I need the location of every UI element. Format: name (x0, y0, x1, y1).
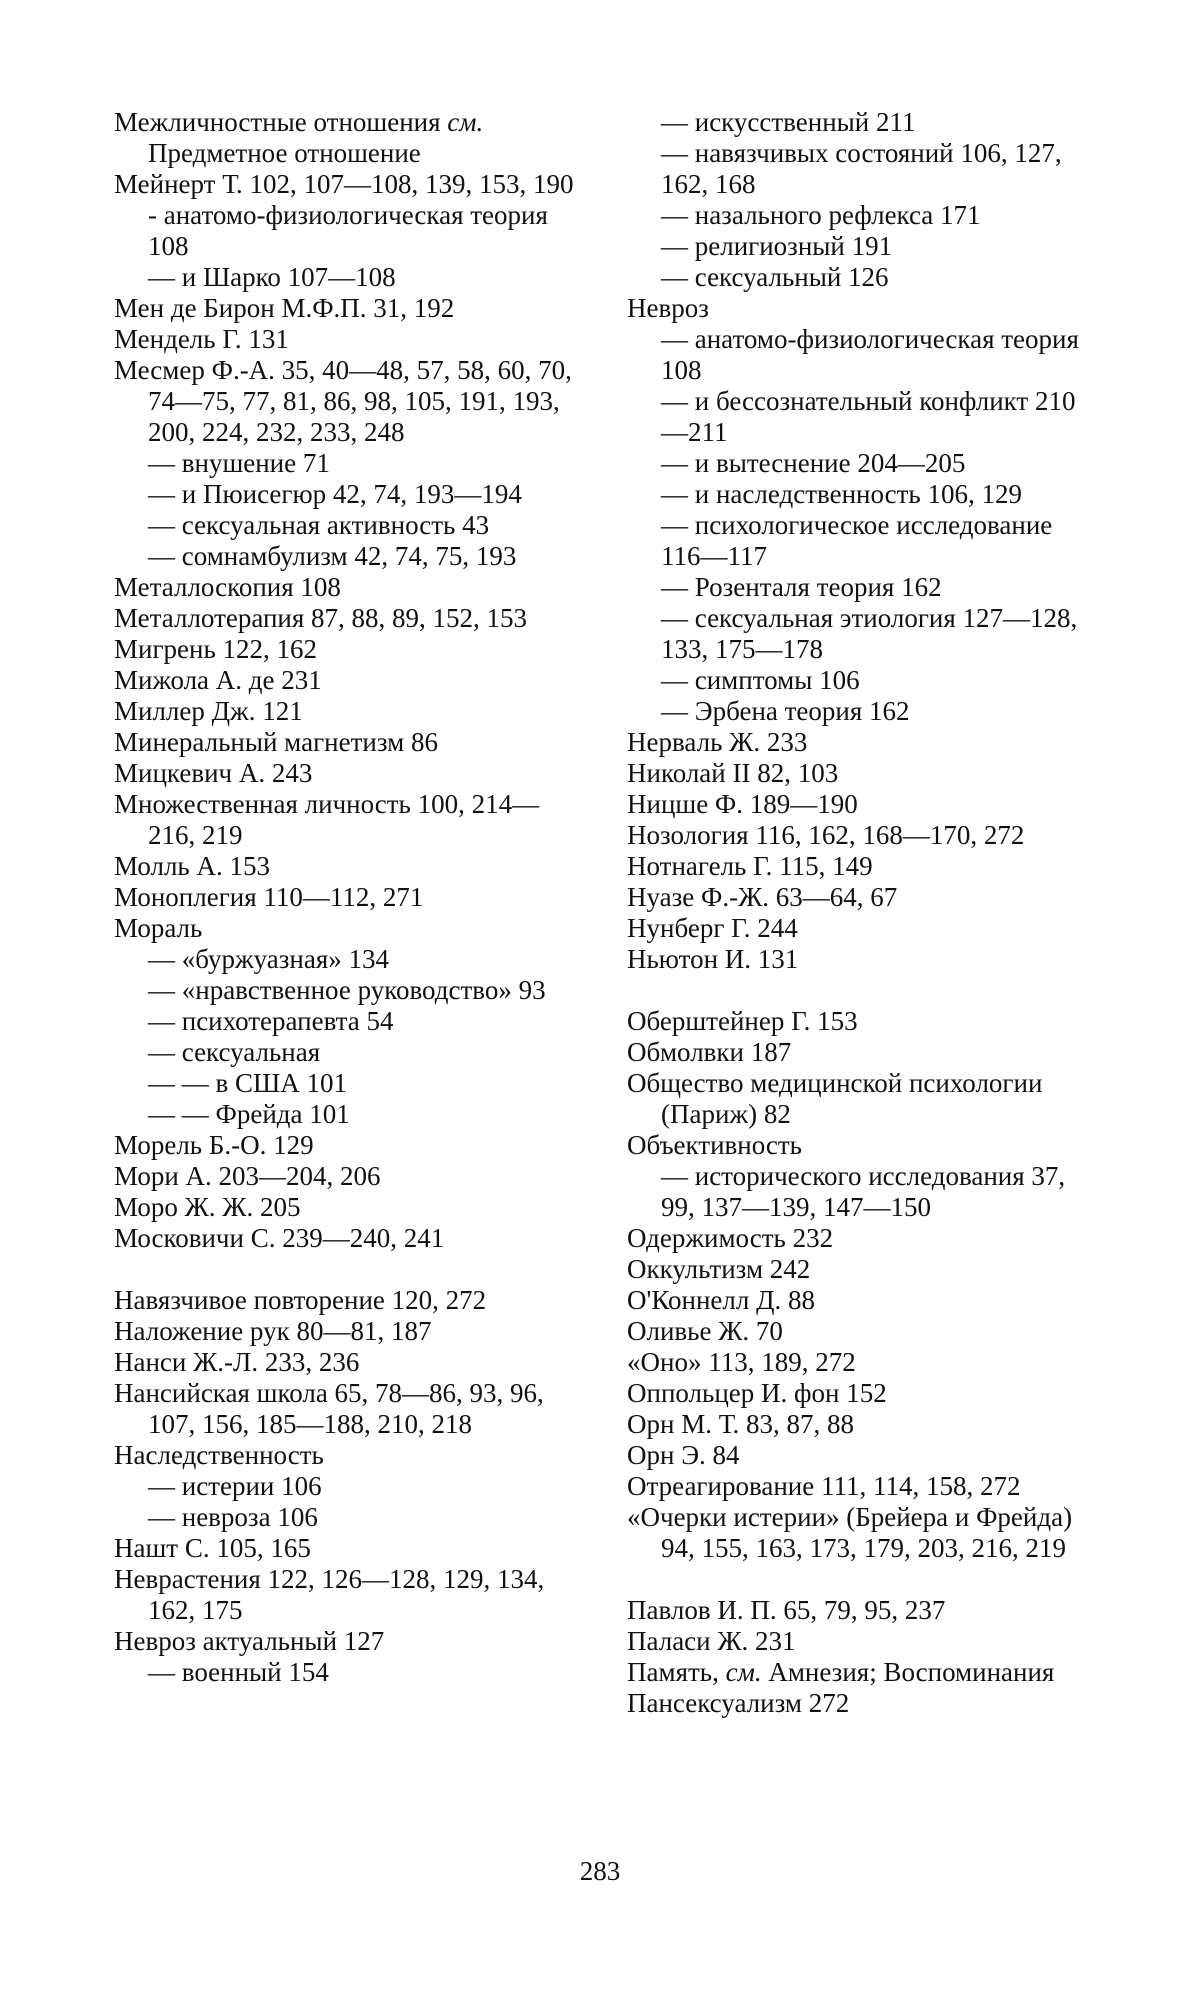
index-entry: Отреагирование 111, 114, 158, 272 (627, 1471, 1089, 1502)
index-entry: Неврастения 122, 126—128, 129, 134, 162, 175 (114, 1564, 580, 1626)
see-reference: см. (447, 107, 483, 137)
index-entry: Невроз (627, 293, 1089, 324)
index-subentry: — и вытеснение 204—205 (627, 448, 1089, 479)
index-subentry: — — в США 101 (114, 1068, 580, 1099)
index-entry: Нунберг Г. 244 (627, 913, 1089, 944)
index-entry: Московичи С. 239—240, 241 (114, 1223, 580, 1254)
index-subentry: — и Шарко 107—108 (114, 262, 580, 293)
index-entry: Оккультизм 242 (627, 1254, 1089, 1285)
index-subentry: — искусственный 211 (627, 107, 1089, 138)
index-entry: О'Коннелл Д. 88 (627, 1285, 1089, 1316)
index-subentry: — «буржуазная» 134 (114, 944, 580, 975)
index-subentry: — симптомы 106 (627, 665, 1089, 696)
section-gap (627, 975, 1089, 1006)
entry-reference-target: Предметное отношение (148, 138, 421, 168)
index-entry: Мейнерт Т. 102, 107—108, 139, 153, 190 (114, 169, 580, 200)
index-entry: Оберштейнер Г. 153 (627, 1006, 1089, 1037)
index-subentry: — сексуальная этиология 127—128, 133, 175—178 (627, 603, 1089, 665)
index-entry: Оливье Ж. 70 (627, 1316, 1089, 1347)
section-gap (114, 1254, 580, 1285)
index-column-right (627, 107, 1089, 1719)
index-subentry: — и Пюисегюр 42, 74, 193—194 (114, 479, 580, 510)
index-subentry: — истерии 106 (114, 1471, 580, 1502)
index-entry: Орн Э. 84 (627, 1440, 1089, 1471)
index-entry: Миллер Дж. 121 (114, 696, 580, 727)
index-subentry: — исторического исследования 37, 99, 137—139, 147—150 (627, 1161, 1089, 1223)
index-entry: «Очерки истерии» (Брейера и Фрейда) 94, 155, 163, 173, 179, 203, 216, 219 (627, 1502, 1089, 1564)
index-entry: Мори А. 203—204, 206 (114, 1161, 580, 1192)
index-entry: Навязчивое повторение 120, 272 (114, 1285, 580, 1316)
see-reference: см. (726, 1657, 762, 1687)
index-subentry: - анатомо-физиологическая теория 108 (114, 200, 580, 262)
index-entry: Моро Ж. Ж. 205 (114, 1192, 580, 1223)
index-entry: Металлотерапия 87, 88, 89, 152, 153 (114, 603, 580, 634)
index-subentry: — психологическое исследование 116—117 (627, 510, 1089, 572)
index-entry: Ницше Ф. 189—190 (627, 789, 1089, 820)
index-subentry: — невроза 106 (114, 1502, 580, 1533)
index-entry: Павлов И. П. 65, 79, 95, 237 (627, 1595, 1089, 1626)
index-entry: Нансийская школа 65, 78—86, 93, 96, 107, 156, 185—188, 210, 218 (114, 1378, 580, 1440)
index-entry: Металлоскопия 108 (114, 572, 580, 603)
index-entry: Мен де Бирон М.Ф.П. 31, 192 (114, 293, 580, 324)
index-entry: Невроз актуальный 127 (114, 1626, 580, 1657)
index-entry: Минеральный магнетизм 86 (114, 727, 580, 758)
index-entry: Мижола А. де 231 (114, 665, 580, 696)
entry-reference-target: Амнезия; Воспоминания (762, 1657, 1055, 1687)
index-entry: Мендель Г. 131 (114, 324, 580, 355)
index-subentry: — Розенталя теория 162 (627, 572, 1089, 603)
index-subentry: — сексуальный 126 (627, 262, 1089, 293)
index-entry: Мигрень 122, 162 (114, 634, 580, 665)
index-subentry: — религиозный 191 (627, 231, 1089, 262)
index-entry: Нотнагель Г. 115, 149 (627, 851, 1089, 882)
index-subentry: — сомнамбулизм 42, 74, 75, 193 (114, 541, 580, 572)
index-entry: Пансексуализм 272 (627, 1688, 1089, 1719)
index-subentry: — сексуальная активность 43 (114, 510, 580, 541)
index-entry: Нанси Ж.-Л. 233, 236 (114, 1347, 580, 1378)
index-entry: Мораль (114, 913, 580, 944)
index-entry: Месмер Ф.-А. 35, 40—48, 57, 58, 60, 70, 74—75, 77, 81, 86, 98, 105, 191, 193, 200, 224, 232, 233, 248 (114, 355, 580, 448)
index-entry: Орн М. Т. 83, 87, 88 (627, 1409, 1089, 1440)
index-subentry: — «нравственное руководство» 93 (114, 975, 580, 1006)
index-entry: Нуазе Ф.-Ж. 63—64, 67 (627, 882, 1089, 913)
index-entry: Морель Б.-О. 129 (114, 1130, 580, 1161)
index-entry: Нозология 116, 162, 168—170, 272 (627, 820, 1089, 851)
index-subentry: — Эрбена теория 162 (627, 696, 1089, 727)
index-subentry: — военный 154 (114, 1657, 580, 1688)
index-entry: Множественная личность 100, 214—216, 219 (114, 789, 580, 851)
index-entry (627, 1657, 1089, 1688)
index-entry: Общество медицинской психологии (Париж) 82 (627, 1068, 1089, 1130)
index-entry: Паласи Ж. 231 (627, 1626, 1089, 1657)
index-entry: Объективность (627, 1130, 1089, 1161)
index-entry: Обмолвки 187 (627, 1037, 1089, 1068)
index-column-left (114, 107, 580, 1688)
index-entry: Нашт С. 105, 165 (114, 1533, 580, 1564)
index-entry: «Оно» 113, 189, 272 (627, 1347, 1089, 1378)
index-subentry: — сексуальная (114, 1037, 580, 1068)
section-gap (627, 1564, 1089, 1595)
index-subentry: — и бессознательный конфликт 210—211 (627, 386, 1089, 448)
index-entry: Мицкевич А. 243 (114, 758, 580, 789)
index-subentry: — психотерапевта 54 (114, 1006, 580, 1037)
index-subentry: — и наследственность 106, 129 (627, 479, 1089, 510)
page-number: 283 (0, 1856, 1200, 1887)
index-entry: Нерваль Ж. 233 (627, 727, 1089, 758)
index-entry: Оппольцер И. фон 152 (627, 1378, 1089, 1409)
entry-text: Память, (627, 1657, 726, 1687)
index-subentry: — навязчивых состояний 106, 127, 162, 168 (627, 138, 1089, 200)
index-entry: Одержимость 232 (627, 1223, 1089, 1254)
index-subentry: — анатомо-физиологическая теория 108 (627, 324, 1089, 386)
index-entry: Николай II 82, 103 (627, 758, 1089, 789)
index-entry: Наследственность (114, 1440, 580, 1471)
entry-text: Межличностные отношения (114, 107, 447, 137)
index-entry: Моноплегия 110—112, 271 (114, 882, 580, 913)
index-subentry: — — Фрейда 101 (114, 1099, 580, 1130)
index-subentry: — внушение 71 (114, 448, 580, 479)
index-entry: Молль А. 153 (114, 851, 580, 882)
index-entry: Ньютон И. 131 (627, 944, 1089, 975)
index-subentry: — назального рефлекса 171 (627, 200, 1089, 231)
index-entry: Наложение рук 80—81, 187 (114, 1316, 580, 1347)
index-entry (114, 107, 580, 169)
